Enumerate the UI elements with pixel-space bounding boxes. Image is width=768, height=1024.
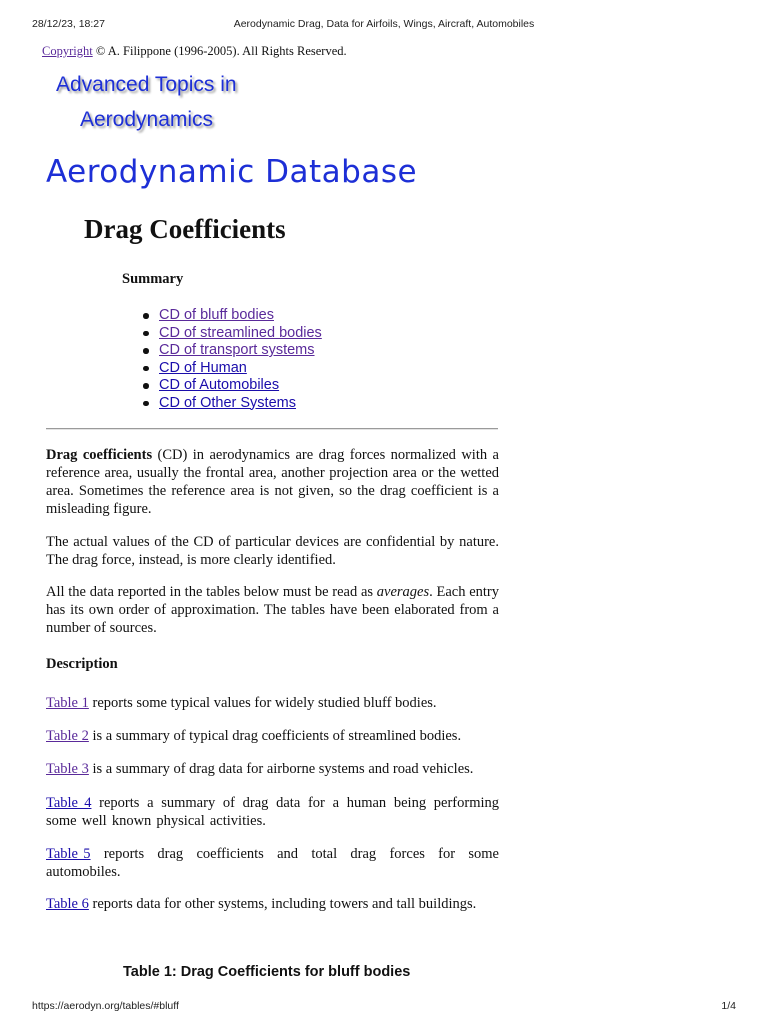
- intro-p3-italic: averages: [376, 584, 430, 600]
- table-ref-5: [46, 845, 499, 881]
- logo-line-2: Aerodynamics: [80, 108, 214, 131]
- intro-bold-term: Drag coefficients: [46, 447, 153, 463]
- table-4-description: reports a summary of drag data for a human being performing some well known physical activities.: [46, 795, 499, 829]
- table-2-link[interactable]: Table 2: [46, 728, 89, 744]
- table-6-link[interactable]: Table 6: [46, 896, 89, 912]
- table-ref-3: [46, 760, 499, 778]
- print-header: [32, 18, 736, 32]
- list-item: [141, 325, 322, 343]
- table-ref-6: [46, 895, 499, 913]
- print-date: 28/12/23, 18:27: [32, 18, 105, 30]
- summary-link-other-systems[interactable]: CD of Other Systems: [159, 394, 296, 411]
- summary-link-human[interactable]: CD of Human: [159, 359, 247, 376]
- intro-p3-text-before: All the data reported in the tables below must be read as: [46, 584, 377, 600]
- list-item: [141, 307, 322, 325]
- copyright-link[interactable]: Copyright: [42, 44, 93, 58]
- summary-heading: Summary: [122, 271, 184, 287]
- print-footer: [32, 1000, 736, 1014]
- list-item: [141, 360, 322, 378]
- table-ref-1: [46, 694, 499, 712]
- print-page-number: 1/4: [721, 1000, 736, 1012]
- table-ref-4: [46, 794, 499, 830]
- description-heading: Description: [46, 656, 118, 672]
- list-item: [141, 377, 322, 395]
- site-logo[interactable]: [54, 70, 254, 136]
- print-url: https://aerodyn.org/tables/#bluff: [32, 1000, 179, 1012]
- table-3-link[interactable]: Table 3: [46, 761, 89, 777]
- intro-p1-text: (CD) in aerodynamics are drag forces normalized with a reference area, usually the frontal area, another projection area or the wetted area. Sometimes the reference area is not given, so the drag coefficient is a misleading figure.: [46, 447, 499, 517]
- logo-line-1: Advanced Topics in: [56, 73, 237, 96]
- table-2-description: is a summary of typical drag coefficients of streamlined bodies.: [88, 728, 462, 744]
- intro-paragraph-1: [46, 446, 499, 518]
- table-1-link[interactable]: Table 1: [46, 695, 89, 711]
- summary-link-bluff-bodies[interactable]: CD of bluff bodies: [159, 307, 274, 323]
- summary-link-transport-systems[interactable]: CD of transport systems: [159, 342, 315, 358]
- intro-paragraph-2: The actual values of the CD of particular devices are confidential by nature. The drag force, instead, is more clearly identified.: [46, 534, 499, 568]
- intro-p3-text-after: . Each entry has its own order of approximation. The tables have been elaborated from a number of sources.: [46, 584, 499, 636]
- horizontal-divider: [46, 428, 498, 430]
- table-5-description: reports drag coefficients and total drag forces for some automobiles.: [46, 846, 499, 880]
- copyright-line: [42, 44, 347, 59]
- summary-link-streamlined-bodies[interactable]: CD of streamlined bodies: [159, 324, 322, 341]
- intro-paragraph-3: [46, 583, 499, 637]
- summary-link-automobiles[interactable]: CD of Automobiles: [159, 377, 280, 393]
- table-1-caption: Table 1: Drag Coefficients for bluff bodies: [123, 964, 411, 980]
- list-item: [141, 395, 322, 413]
- page-title: Drag Coefficients: [84, 214, 286, 244]
- table-ref-2: [46, 727, 499, 745]
- table-4-link[interactable]: Table 4: [46, 795, 92, 811]
- table-3-description: is a summary of drag data for airborne systems and road vehicles.: [88, 761, 474, 777]
- summary-list: [141, 307, 322, 412]
- table-5-link[interactable]: Table 5: [46, 846, 91, 862]
- table-6-description: reports data for other systems, including towers and tall buildings.: [88, 896, 477, 912]
- table-1-description: reports some typical values for widely studied bluff bodies.: [88, 695, 437, 711]
- copyright-text: © A. Filippone (1996-2005). All Rights Reserved.: [92, 44, 347, 58]
- database-title: Aerodynamic Database: [46, 154, 418, 190]
- list-item: [141, 342, 322, 360]
- print-page-title: Aerodynamic Drag, Data for Airfoils, Wings, Aircraft, Automobiles: [233, 18, 535, 30]
